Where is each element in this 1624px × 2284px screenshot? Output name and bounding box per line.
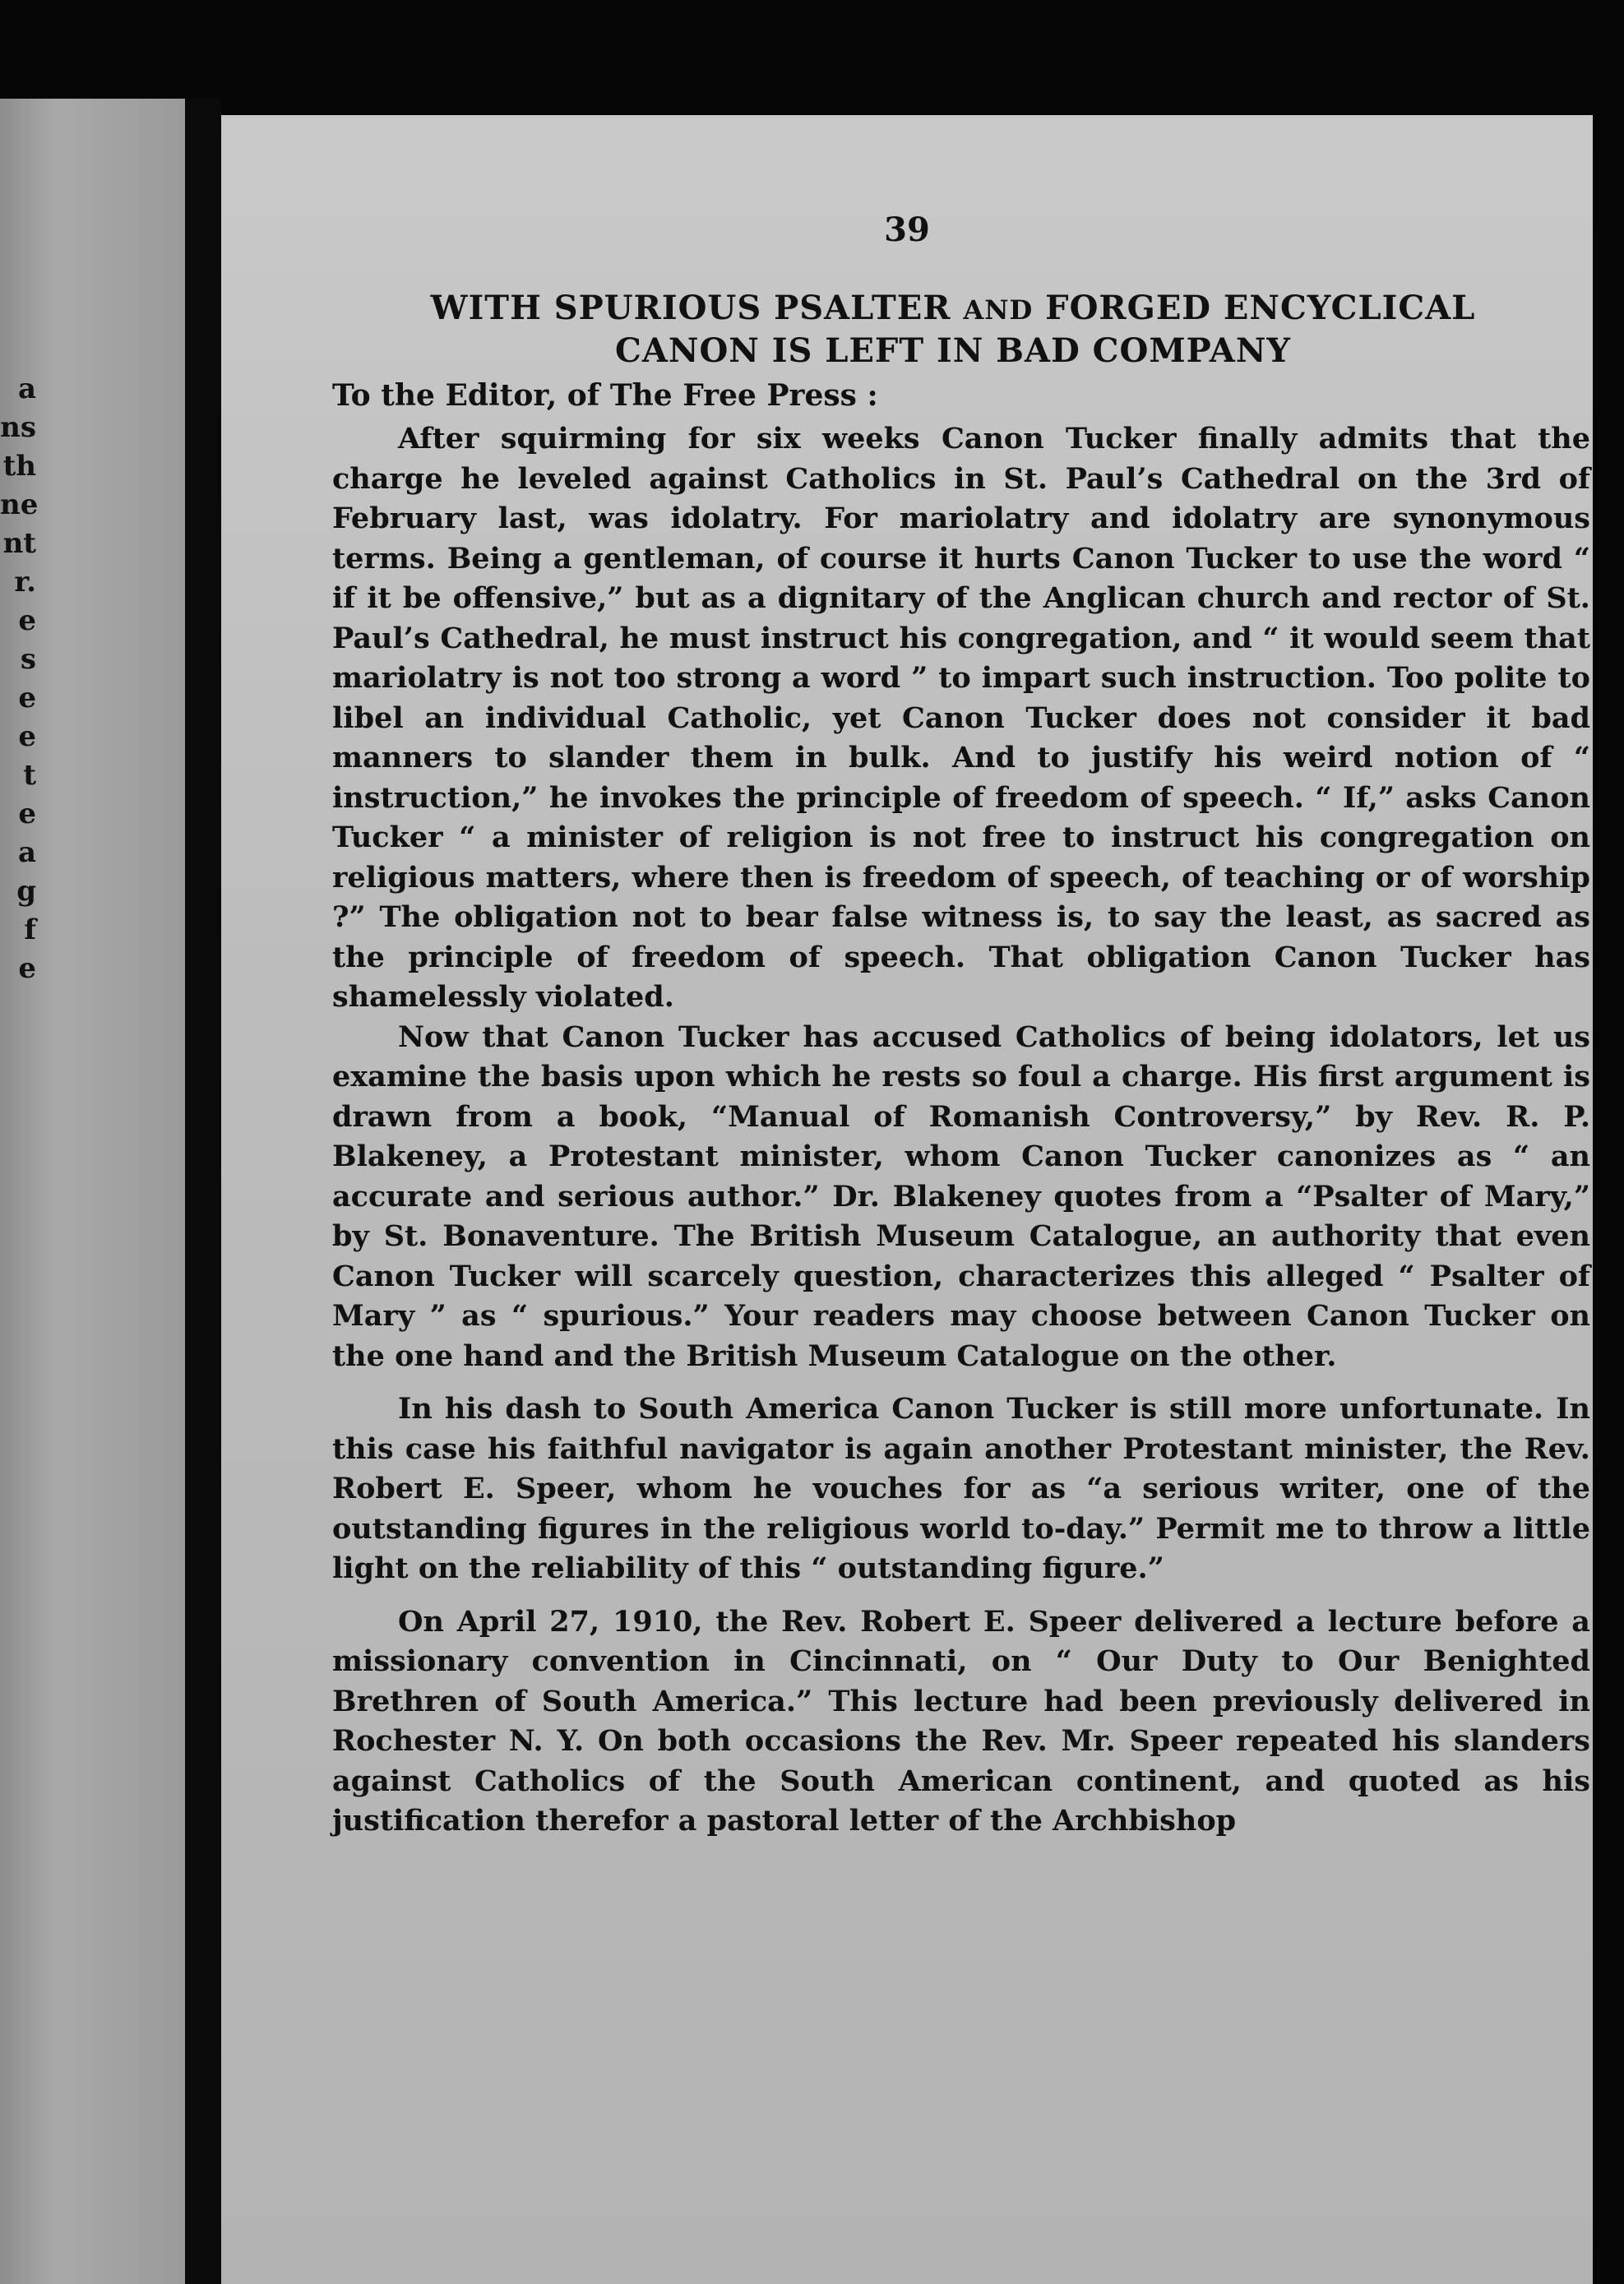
fragment-line: th — [2, 450, 36, 483]
paragraph: After squirming for six weeks Canon Tucker finally admits that the charge he leveled against Catholics in St. Paul’s Cathedral on the 3rd of February last, was idolatry. For mariolatry and idolatry are synonymous terms. Being a gentleman, of course it hurts Canon Tucker to use the word “ if it be offensive,” but as a dignitary of the Anglican church and rector of St. Paul’s Cathedral, he must instruct his congregation, and “ it would seem that mariolatry is not too strong a word ” to impart such instruction. Too polite to libel an individual Catholic, yet Canon Tucker does not consider it bad manners to slander them in bulk. And to justify his weird notion of “ instruction,” he invokes the principle of freedom of speech. “ If,” asks Canon Tucker “ a minister of religion is not free to instruct his congregation on religious matters, where then is freedom of speech, of teaching or of worship ?” The obligation not to bear false witness is, to say the least, as sacred as the principle of freedom of speech. That obligation Canon Tucker has shamelessly violated. — [332, 422, 1590, 1014]
fragment-line: f — [24, 913, 36, 946]
fragment-line: e — [18, 720, 36, 753]
fragment-line: e — [18, 952, 36, 985]
paragraph: In his dash to South America Canon Tucker is still more unfortunate. In this case his faithful navigator is again another Protestant minister, the Rev. Robert E. Speer, whom he vouches for as “a serious writer, one of the outstanding figures in the religious world to-day.” Permit me to throw a little light on the reliability of this “ outstanding figure.” — [332, 1392, 1590, 1585]
page-number: 39 — [884, 210, 930, 249]
headline-part: FORGED ENCYCLICAL — [1033, 289, 1476, 327]
fragment-line: nt — [2, 527, 36, 560]
fragment-line: a — [17, 836, 36, 869]
fragment-line: t — [23, 759, 36, 792]
article-headline — [312, 288, 1594, 372]
headline-line-2: CANON IS LEFT IN BAD COMPANY — [615, 331, 1291, 370]
headline-part: AND — [963, 294, 1034, 326]
article-body — [332, 419, 1590, 1842]
fragment-line: ne — [0, 488, 39, 521]
fragment-line: e — [18, 798, 36, 830]
paragraph: Now that Canon Tucker has accused Catholics of being idolators, let us examine the basis upon which he rests so foul a charge. His first argument is drawn from a book, “Manual of Romanish Controversy,” by Rev. R. P. Blakeney, a Protestant minister, whom Canon Tucker canonizes as “ an accurate and serious author.” Dr. Blakeney quotes from a “Psalter of Mary,” by St. Bonaventure. The British Museum Catalogue, an authority that even Canon Tucker will scarcely question, characterizes this alleged “ Psalter of Mary ” as “ spurious.” Your readers may choose between Canon Tucker on the one hand and the British Museum Catalogue on the other. — [332, 1019, 1590, 1373]
fragment-line: e — [18, 604, 36, 637]
fragment-line: a — [17, 372, 36, 405]
book-spine-gutter — [185, 99, 221, 2284]
paragraph: On April 27, 1910, the Rev. Robert E. Speer delivered a lecture before a missionary convention in Cincinnati, on “ Our Duty to Our Benighted Brethren of South America.” This lecture had been previously delivered in Rochester N. Y. On both occasions the Rev. Mr. Speer repeated his slanders against Catholics of the South American continent, and quoted as his justification therefor a pastoral letter of the Archbishop — [332, 1604, 1590, 1838]
left-page-edge — [0, 99, 185, 2284]
left-page-text-fragment — [0, 370, 39, 988]
fragment-line: r. — [14, 566, 36, 599]
headline-part: WITH SPURIOUS PSALTER — [430, 289, 964, 327]
fragment-line: s — [20, 643, 36, 676]
document-page — [221, 115, 1593, 2284]
headline-line-1 — [312, 288, 1594, 331]
fragment-line: ns — [0, 411, 36, 444]
fragment-line: e — [18, 682, 36, 714]
salutation: To the Editor, of The Free Press : — [332, 378, 878, 413]
fragment-line: g — [16, 875, 36, 908]
